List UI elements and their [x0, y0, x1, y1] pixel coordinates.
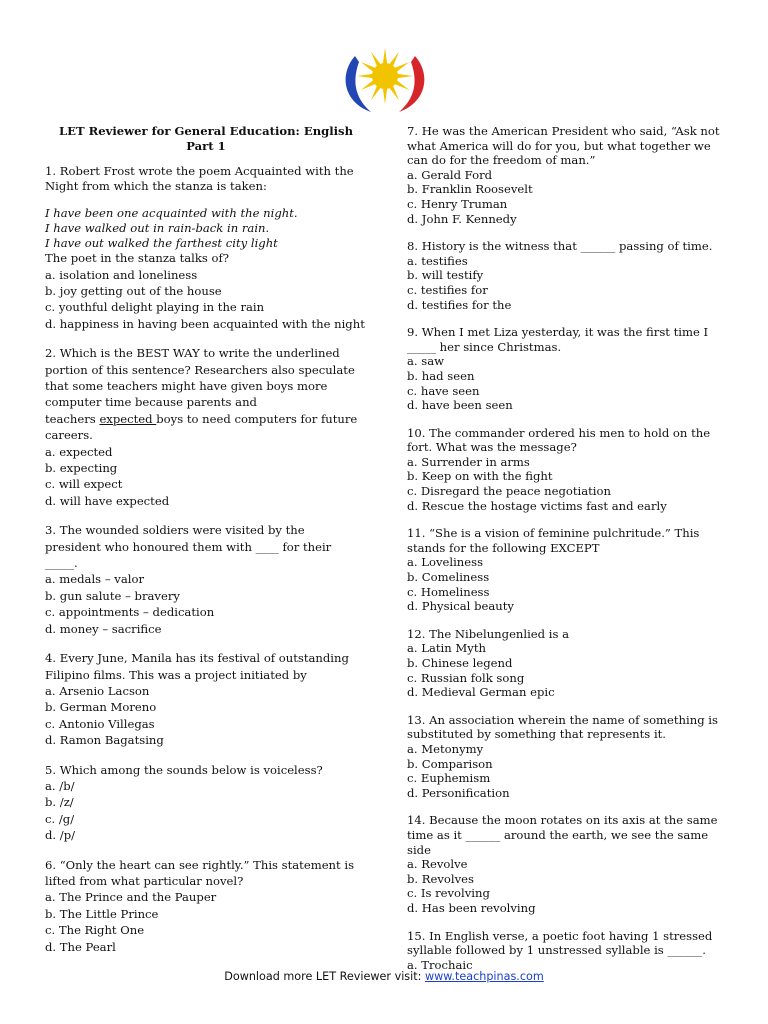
page-footer [0, 970, 768, 983]
choice: a. Metonymy [407, 741, 484, 756]
choice: a. isolation and loneliness [45, 267, 198, 282]
question-stem: 10. The commander ordered his men to hold on the [407, 425, 711, 440]
choice: a. Trochaic [407, 957, 473, 972]
choice: b. gun salute – bravery [45, 588, 180, 603]
choice: a. testifies [407, 253, 468, 268]
choice: c. Disregard the peace negotiation [407, 484, 611, 499]
choice: b. Comeliness [407, 570, 490, 585]
choice: c. Is revolving [407, 886, 490, 901]
question-stem: computer time because parents and [45, 395, 257, 410]
poem-line: I have walked out in rain-back in rain. [45, 220, 270, 235]
poem-line: I have out walked the farthest city light [45, 235, 278, 250]
choice: a. Surrender in arms [407, 454, 530, 469]
choice: d. testifies for the [407, 297, 512, 312]
choice: b. /z/ [45, 795, 74, 810]
choice: c. will expect [45, 477, 123, 492]
question-11 [407, 526, 727, 614]
question-2 [45, 345, 367, 509]
left-column [45, 124, 367, 968]
question-stem: 12. The Nibelungenlied is a [407, 626, 570, 641]
choice: d. Medieval German epic [407, 685, 555, 700]
question-stem: stands for the following EXCEPT [407, 540, 600, 555]
underlined-text: expected [99, 411, 157, 426]
question-5 [45, 762, 367, 844]
choice: b. Franklin Roosevelt [407, 182, 533, 197]
choice: c. /g/ [45, 811, 75, 826]
spacer [45, 193, 367, 206]
choice: a. Gerald Ford [407, 167, 493, 182]
footer-link[interactable]: www.teachpinas.com [424, 970, 544, 983]
choice: c. Euphemism [407, 771, 491, 786]
question-stem: president who honoured them with ____ for their _____. [45, 539, 332, 571]
question-stem: can do for the freedom of man.” [407, 153, 596, 168]
choice: d. /p/ [45, 828, 76, 843]
question-stem: that some teachers might have given boys more [45, 379, 328, 393]
choice: d. happiness in having been acquainted with the night [45, 316, 365, 331]
question-13 [407, 713, 727, 801]
choice: c. Antonio Villegas [45, 716, 155, 731]
question-14 [407, 813, 727, 915]
choice: d. Rescue the hostage victims fast and early [407, 498, 667, 513]
question-stem: what America will do for you, but what together we [407, 138, 711, 153]
choice: c. Russian folk song [407, 670, 525, 685]
question-stem: _____ her since Christmas. [407, 339, 562, 354]
choice: b. joy getting out of the house [45, 283, 222, 298]
choice: b. The Little Prince [45, 906, 159, 921]
choice: a. saw [407, 354, 445, 369]
question-stem: 5. Which among the sounds below is voiceless? [45, 762, 323, 777]
question-8 [407, 239, 727, 312]
choice: c. testifies for [407, 282, 488, 297]
choice: d. money – sacrifice [45, 621, 162, 636]
choice: a. Latin Myth [407, 641, 486, 656]
question-15 [407, 929, 727, 973]
question-7 [407, 124, 727, 226]
poem-line: I have been one acquainted with the night. [45, 206, 298, 221]
question-12 [407, 627, 727, 700]
choice: b. will testify [407, 268, 484, 283]
question-stem: 11. “She is a vision of feminine pulchritude.” This [407, 526, 700, 541]
choice: a. Revolve [407, 857, 468, 872]
choice: a. Arsenio Lacson [45, 683, 150, 698]
question-prompt: The poet in the stanza talks of? [45, 251, 230, 266]
choice: d. John F. Kennedy [407, 211, 517, 226]
question-stem: 9. When I met Liza yesterday, it was the first time I [407, 325, 709, 340]
question-stem: fort. What was the message? [407, 440, 577, 455]
choice: a. expected [45, 444, 113, 459]
sun-rays-icon [357, 48, 413, 104]
choice: b. Chinese legend [407, 656, 513, 670]
choice: c. The Right One [45, 923, 145, 938]
question-stem-underlined-line [45, 411, 367, 427]
question-10 [407, 426, 727, 514]
question-stem: 13. An association wherein the name of something is [407, 712, 718, 727]
choice: b. expecting [45, 461, 118, 476]
choice: c. youthful delight playing in the rain [45, 300, 265, 315]
choice: a. medals – valor [45, 572, 144, 587]
question-stem: 4. Every June, Manila has its festival of outstanding [45, 651, 349, 666]
question-stem: 6. “Only the heart can see rightly.” This statement is [45, 857, 355, 872]
choice: d. Has been revolving [407, 900, 536, 915]
sun-emblem-logo [337, 46, 433, 116]
choice: c. have seen [407, 383, 480, 398]
choice: d. Ramon Bagatsing [45, 733, 164, 748]
blue-arc-icon [346, 56, 371, 112]
choice: d. Personification [407, 785, 510, 800]
question-3 [45, 522, 367, 637]
red-arc-icon [399, 56, 424, 112]
page-title: LET Reviewer for General Education: English Part 1 [58, 124, 353, 153]
choice: d. Physical beauty [407, 599, 514, 614]
choice: d. have been seen [407, 398, 513, 413]
question-stem: 1. Robert Frost wrote the poem Acquainted with the [45, 164, 354, 179]
choice: a. /b/ [45, 778, 75, 793]
choice: a. Loveliness [407, 555, 484, 570]
choice: b. had seen [407, 368, 475, 383]
question-stem: time as it ______ around the earth, we see the same [407, 827, 709, 842]
text: teachers [45, 411, 100, 426]
question-stem: 8. History is the witness that ______ passing of time. [407, 239, 713, 254]
text: boys to need computers for future [156, 411, 358, 426]
question-stem: portion of this sentence? Researchers also speculate [45, 362, 355, 377]
choice: c. Homeliness [407, 584, 490, 599]
choice: d. will have expected [45, 493, 170, 508]
choice: b. German Moreno [45, 700, 157, 715]
question-stem: 15. In English verse, a poetic foot having 1 stressed [407, 928, 713, 943]
choice: c. appointments – dedication [45, 605, 215, 620]
question-stem: Night from which the stanza is taken: [45, 178, 267, 193]
choice: b. Revolves [407, 871, 474, 886]
question-stem: lifted from what particular novel? [45, 873, 244, 888]
question-9 [407, 325, 727, 413]
question-stem: Filipino films. This was a project initiated by [45, 667, 307, 682]
choice: b. Comparison [407, 756, 493, 771]
question-6 [45, 857, 367, 955]
question-stem: 2. Which is the BEST WAY to write the underlined [45, 346, 340, 361]
choice: a. The Prince and the Pauper [45, 890, 217, 905]
question-stem: syllable followed by 1 unstressed syllable is ______. [407, 943, 706, 958]
question-1 [45, 164, 367, 332]
question-stem: 3. The wounded soldiers were visited by the [45, 523, 305, 538]
question-stem: 7. He was the American President who said, “Ask not [407, 124, 720, 138]
choice: d. The Pearl [45, 939, 116, 954]
question-stem: 14. Because the moon rotates on its axis at the same [407, 813, 718, 828]
footer-text: Download more LET Reviewer visit: [224, 970, 425, 983]
question-4 [45, 650, 367, 748]
question-stem: substituted by something that represents it. [407, 727, 666, 742]
question-stem: side [407, 842, 431, 857]
question-stem: careers. [45, 428, 93, 443]
choice: b. Keep on with the fight [407, 469, 553, 484]
right-column [407, 124, 727, 985]
choice: c. Henry Truman [407, 196, 508, 211]
